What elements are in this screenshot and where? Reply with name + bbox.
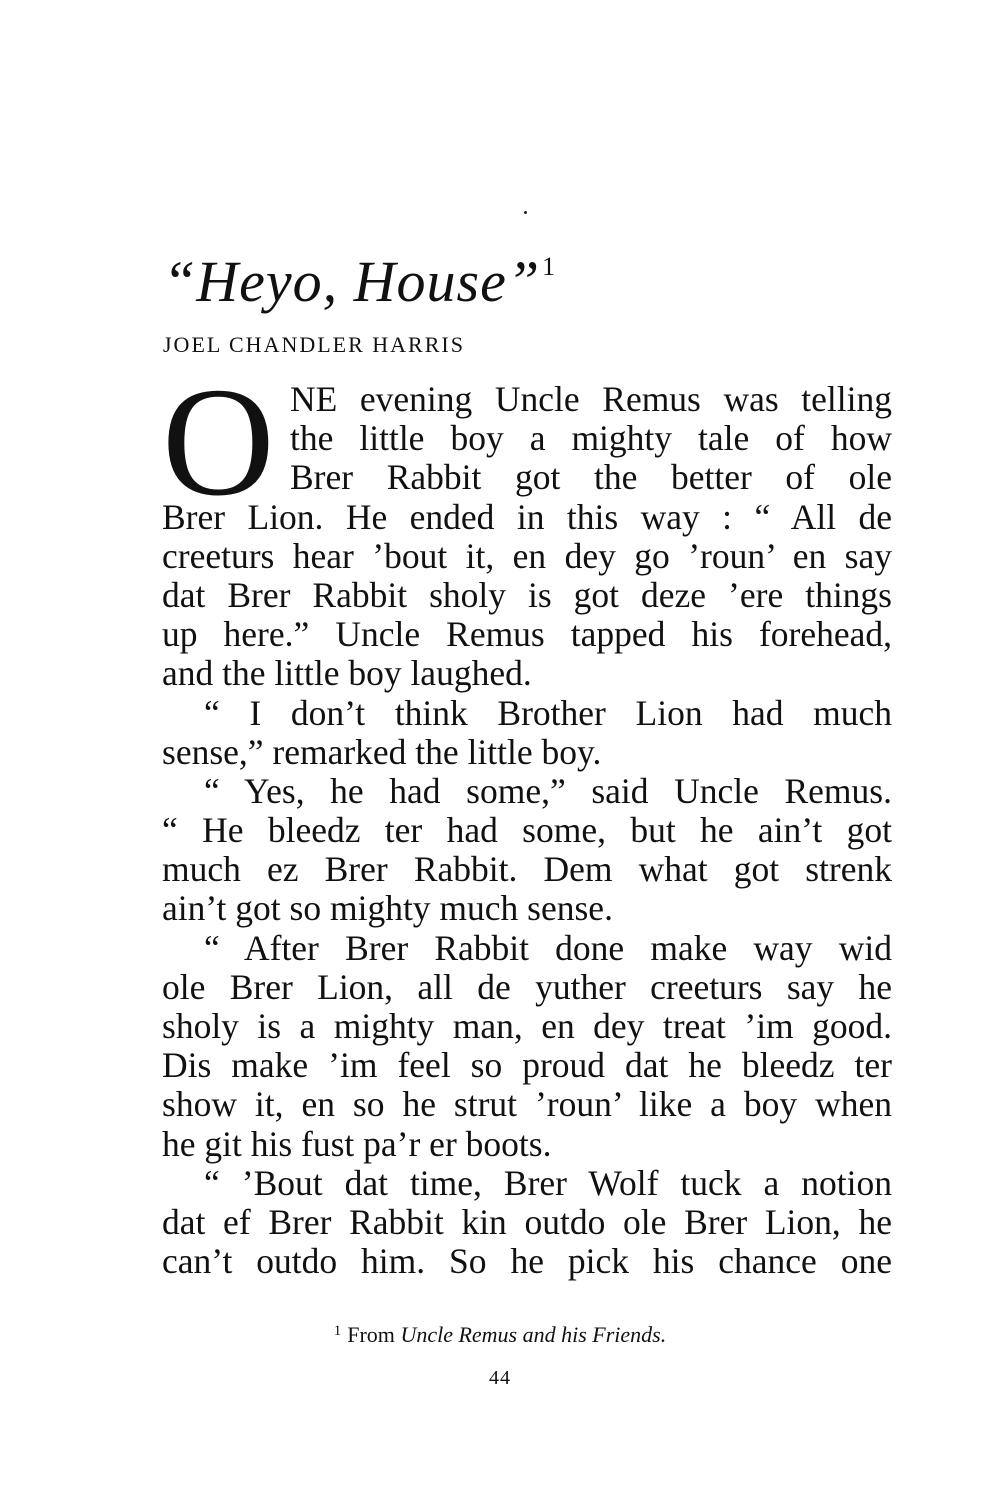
text-line: ain’t got so mighty much sense.: [162, 888, 613, 929]
author-name: JOEL CHANDLER HARRIS: [163, 332, 465, 357]
text-line: much ez Brer Rabbit. Dem what got strenk: [162, 849, 892, 890]
text-line: NE evening Uncle Remus was telling: [290, 379, 892, 419]
text-line: “ After Brer Rabbit done make way wid: [204, 927, 892, 968]
text-line: show it, en so he strut ’roun’ like a boy when: [162, 1084, 892, 1125]
text-line: the little boy a mighty tale of how: [290, 418, 892, 459]
text-line: “ He bleedz ter had some, but he ain’t got: [162, 810, 892, 851]
text-line: up here.” Uncle Remus tapped his forehead,: [162, 614, 892, 655]
text-line: sense,” remarked the little boy.: [162, 731, 602, 772]
text-line: Brer Rabbit got the better of ole: [290, 457, 892, 498]
text-line: he git his fust pa’r er boots.: [162, 1123, 552, 1164]
text-line: ole Brer Lion, all de yuther creeturs say he: [162, 966, 892, 1007]
footnote-prefix: From: [347, 1322, 395, 1347]
story-body: [162, 355, 892, 1282]
footnote: [0, 1317, 1000, 1349]
text-line: “ Yes, he had some,” said Uncle Remus.: [204, 770, 892, 811]
text-line: creeturs hear ’bout it, en dey go ’roun’ en say: [162, 535, 892, 576]
text-line: dat Brer Rabbit sholy is got deze ’ere things: [162, 574, 892, 615]
text-line: Dis make ’im feel so proud dat he bleedz ter: [162, 1045, 892, 1086]
text-line: sholy is a mighty man, en dey treat ’im good.: [162, 1006, 892, 1046]
story-title: [163, 232, 556, 317]
drop-cap: O: [162, 355, 275, 528]
ink-speck: [524, 211, 527, 214]
title-footnote-marker: 1: [542, 252, 557, 281]
text-line: “ I don’t think Brother Lion had much: [204, 692, 892, 733]
page-number: 44: [489, 1367, 511, 1389]
text-line: “ ’Bout dat time, Brer Wolf tuck a notion: [204, 1162, 892, 1203]
text-line: and the little boy laughed.: [162, 653, 532, 694]
text-line: dat ef Brer Rabbit kin outdo ole Brer Lion, he: [162, 1201, 892, 1242]
story-title-text: “Heyo, House”: [163, 249, 541, 314]
footnote-number: 1: [333, 1323, 342, 1339]
text-line: Brer Lion. He ended in this way : “ All de: [162, 496, 892, 537]
text-line: can’t outdo him. So he pick his chance one: [162, 1241, 892, 1282]
footnote-source: Uncle Remus and his Friends.: [400, 1322, 667, 1347]
